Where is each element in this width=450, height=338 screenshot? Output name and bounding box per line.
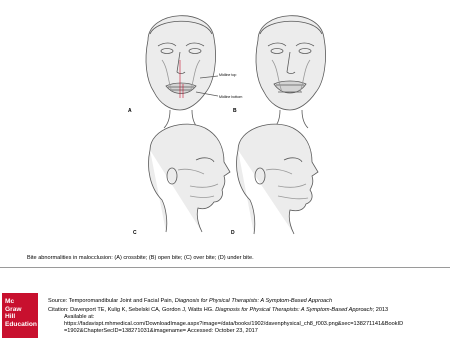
citation-line: Citation: Davenport TE, Kulig K, Sebelski CA, Gordon J, Watts HG. Diagnosis for Physical Therapists: A Symptom-Based Approach; 2013 <box>48 307 389 313</box>
panel-label-a: A <box>128 108 132 114</box>
mcgraw-hill-logo <box>2 293 38 338</box>
panel-label-c: C <box>133 230 137 236</box>
available-label: Available at: <box>64 314 95 320</box>
source-citation-block <box>48 298 446 335</box>
face-frontal-a <box>146 16 218 128</box>
citation-url-continued[interactable]: =1902&ChapterSecID=138271031&imagename= Accessed: October 23, 2017 <box>64 328 258 334</box>
face-profile-c <box>149 124 231 232</box>
label-midline-top: Midline top <box>219 73 237 77</box>
face-profile-d <box>237 124 319 234</box>
divider <box>0 267 450 268</box>
label-midline-bottom: Midline bottom <box>219 95 243 99</box>
panel-label-b: B <box>233 108 237 114</box>
figure-caption: Bite abnormalities in malocclusion: (A) crossbite; (B) open bite; (C) over bite; (D) under bite. <box>27 255 254 261</box>
panel-label-d: D <box>231 230 235 236</box>
face-frontal-b <box>256 16 326 128</box>
logo-text: Mc Graw Hill Education <box>5 298 37 328</box>
citation-url[interactable]: https://fadavispt.mhmedical.com/DownloadImage.aspx?image=/data/books/1902/davenphysical_ch8_f003.png&sec=138271141&BookID <box>64 321 404 327</box>
source-line: Source: Temporomandibular Joint and Facial Pain, Diagnosis for Physical Therapists: A Symptom-Based Approach <box>48 298 333 304</box>
